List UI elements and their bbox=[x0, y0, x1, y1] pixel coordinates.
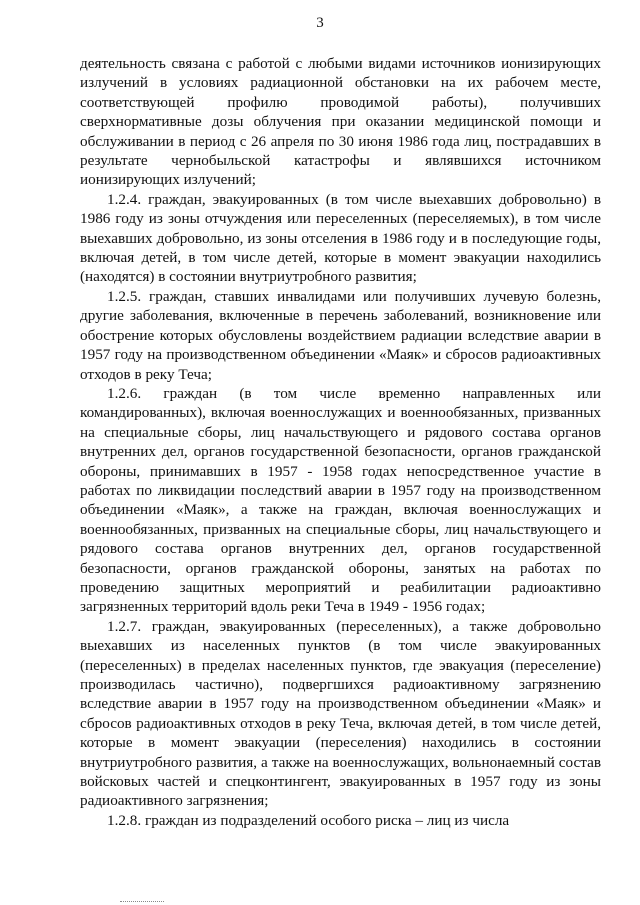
paragraph-continuation: деятельность связана с работой с любыми видами источников ионизирующих излучений в условиях радиационной обстановки на их рабочем месте, соответствующей профилю проводимой работы), получивших сверхнормативные дозы облучения при оказании медицинской помощи и обслуживании в период с 26 апреля по 30 июня 1986 года лиц, пострадавших в результате чернобыльской катастрофы и являвшихся источником ионизирующих излучений; bbox=[80, 55, 601, 189]
paragraph-item-1-2-8: 1.2.8. граждан из подразделений особого риска – лиц из числа bbox=[107, 811, 510, 829]
page-number: 3 bbox=[316, 15, 324, 31]
document-body bbox=[80, 54, 601, 830]
paragraph-item-1-2-4: 1.2.4. граждан, эвакуированных (в том числе выехавших добровольно) в 1986 году из зоны отчуждения или переселенных (переселяемых), в том числе выехавших добровольно, из зоны отселения в 1986 году и в последующие годы, включая детей, в том числе детей, которые в момент эвакуации находились (находятся) в состоянии внутриутробного развития; bbox=[80, 190, 601, 286]
paragraph-item-1-2-7: 1.2.7. граждан, эвакуированных (переселенных), а также добровольно выехавших из населенных пунктов (в том числе эвакуированных (переселенных) в пределах населенных пунктов, где эвакуация (переселение) производилась частично), подвергшихся радиоактивному загрязнению вследствие аварии в 1957 году на производственном объединении «Маяк» и сбросов радиоактивных отходов в реку Теча, включая детей, в том числе детей, которые в момент эвакуации (переселения) находились в состоянии внутриутробного развития, а также на военнослужащих, вольнонаемный состав войсковых частей и спецконтингент, эвакуированных в 1957 году из зоны радиоактивного загрязнения; bbox=[80, 617, 601, 810]
paragraph-item-1-2-5: 1.2.5. граждан, ставших инвалидами или получивших лучевую болезнь, другие заболевания, включенные в перечень заболеваний, возникновение или обострение которых обусловлены воздействием радиации вследствие аварии в 1957 году на производственном объединении «Маяк» и сбросов радиоактивных отходов в реку Теча; bbox=[80, 287, 601, 383]
footer-dotted-mark bbox=[120, 899, 164, 902]
paragraph-item-1-2-6: 1.2.6. граждан (в том числе временно направленных или командированных), включая военнослужащих и военнообязанных, призванных на специальные сборы, лиц начальствующего и рядового состава органов внутренних дел, органов государственной безопасности, органов гражданской обороны, принимавших в 1957 - 1958 годах непосредственное участие в работах по ликвидации последствий аварии в 1957 году на производственном объединении «Маяк», а также на граждан, включая военнослужащих и военнообязанных, призванных на специальные сборы, лиц начальствующего и рядового состава органов внутренних дел, органов государственной безопасности, органов гражданской обороны, занятых на работах по проведению защитных мероприятий и реабилитации радиоактивно загрязненных территорий вдоль реки Теча в 1949 - 1956 годах; bbox=[80, 384, 601, 616]
